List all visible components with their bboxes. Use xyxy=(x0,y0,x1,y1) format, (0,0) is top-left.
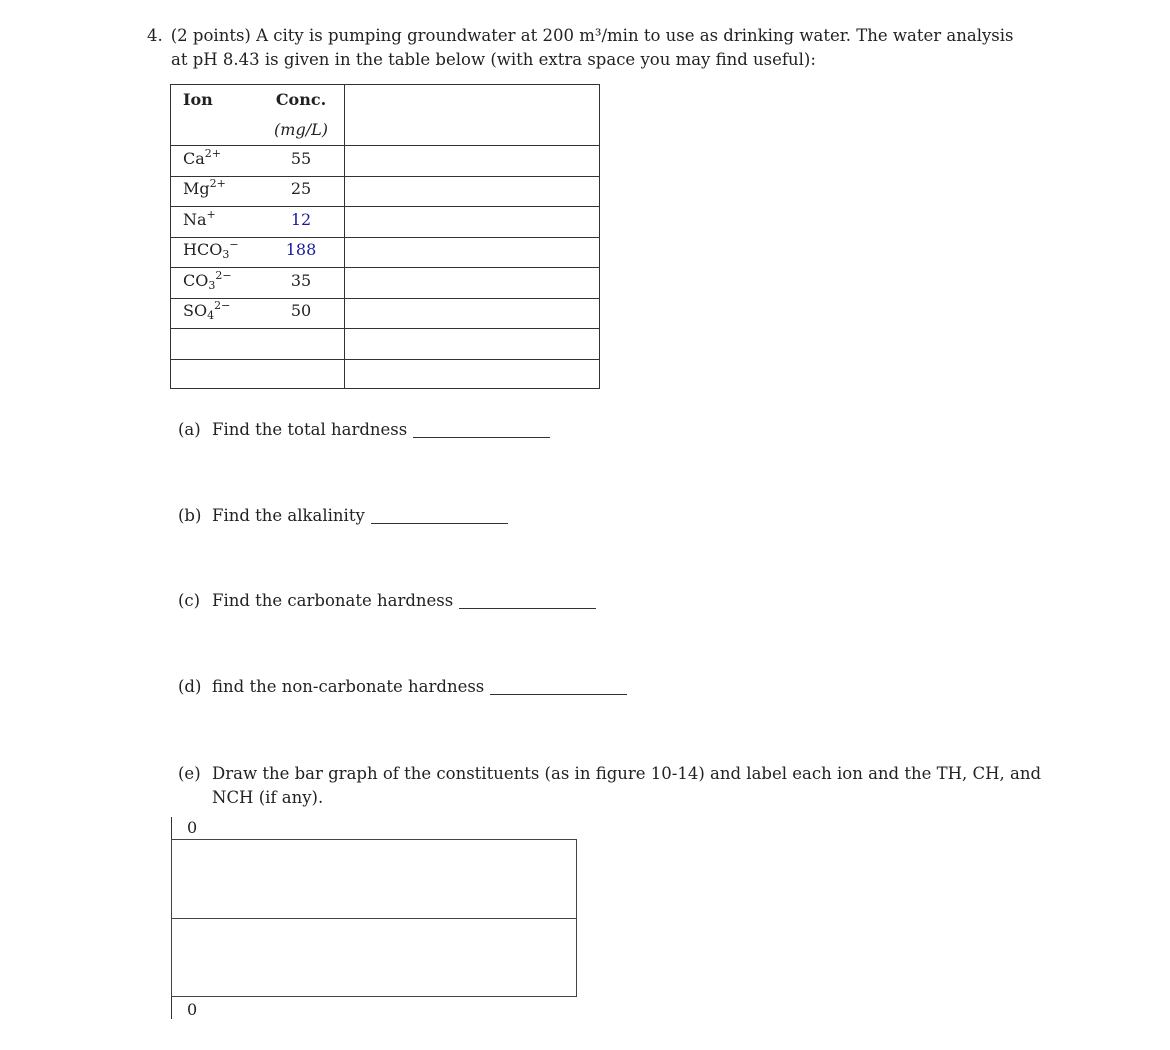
part-d-label: (d) xyxy=(178,677,202,696)
table-divider xyxy=(171,206,599,207)
ion-cell xyxy=(183,179,226,198)
graph-top-zero: 0 xyxy=(187,818,198,837)
graph-top-axis xyxy=(171,817,172,839)
bar-graph-area[interactable] xyxy=(171,839,577,997)
table-divider xyxy=(171,298,599,299)
part-c-text: Find the carbonate hardness xyxy=(212,591,454,610)
question-line-2: at pH 8.43 is given in the table below (with extra space you may find useful): xyxy=(171,50,816,69)
concentration-cell: 188 xyxy=(285,240,317,259)
part-e-label: (e) xyxy=(178,764,201,783)
graph-bottom-axis xyxy=(171,997,172,1019)
part-a-answer-blank[interactable] xyxy=(413,437,550,438)
part-e xyxy=(178,762,1048,810)
part-c xyxy=(178,591,596,610)
ion-charge: 2− xyxy=(214,299,231,312)
ion-subscript: 4 xyxy=(207,309,215,322)
ion-subscript: 3 xyxy=(222,248,230,261)
water-analysis-table xyxy=(170,84,600,389)
table-divider xyxy=(171,176,599,177)
ion-charge: 2+ xyxy=(204,147,221,160)
part-e-line-1: Draw the bar graph of the constituents (as in figure 10-14) and label each ion and the TH, CH, and xyxy=(212,764,1042,783)
header-conc: Conc. xyxy=(275,90,327,109)
ion-base: Mg xyxy=(183,179,210,198)
ion-cell xyxy=(183,149,221,168)
part-b xyxy=(178,506,508,525)
table-divider xyxy=(171,145,599,146)
concentration-cell: 35 xyxy=(290,271,312,290)
table-divider xyxy=(171,328,599,329)
question-line-1: (2 points) A city is pumping groundwater at 200 m³/min to use as drinking water. The water analysis xyxy=(170,26,1014,45)
ion-base: SO xyxy=(183,301,208,320)
part-a xyxy=(178,420,550,439)
ion-charge: 2− xyxy=(215,269,232,282)
part-b-label: (b) xyxy=(178,506,202,525)
ion-base: CO xyxy=(183,271,209,290)
ion-charge: − xyxy=(229,238,239,251)
header-unit: (mg/L) xyxy=(274,120,328,139)
graph-bottom-zero: 0 xyxy=(187,1000,198,1019)
part-d-text: find the non-carbonate hardness xyxy=(212,677,485,696)
ion-base: Na xyxy=(183,210,207,229)
concentration-cell: 12 xyxy=(290,210,312,229)
part-d-answer-blank[interactable] xyxy=(490,694,627,695)
question-intro xyxy=(147,24,1047,72)
question-number: 4. xyxy=(147,26,163,45)
concentration-cell: 50 xyxy=(290,301,312,320)
part-e-line-2: NCH (if any). xyxy=(212,788,324,807)
ion-cell xyxy=(183,301,230,320)
part-c-label: (c) xyxy=(178,591,201,610)
ion-charge: + xyxy=(206,208,216,221)
concentration-cell: 25 xyxy=(290,179,312,198)
ion-base: Ca xyxy=(183,149,205,168)
ion-cell xyxy=(183,240,239,259)
part-b-answer-blank[interactable] xyxy=(371,523,508,524)
table-divider xyxy=(171,267,599,268)
ion-cell xyxy=(183,210,216,229)
part-d xyxy=(178,677,627,696)
ion-subscript: 3 xyxy=(208,279,216,292)
part-a-text: Find the total hardness xyxy=(212,420,408,439)
table-divider xyxy=(171,359,599,360)
part-a-label: (a) xyxy=(178,420,201,439)
part-c-answer-blank[interactable] xyxy=(459,608,596,609)
ion-charge: 2+ xyxy=(209,177,226,190)
ion-cell xyxy=(183,271,232,290)
bar-graph-divider xyxy=(172,918,576,919)
concentration-cell: 55 xyxy=(290,149,312,168)
header-ion: Ion xyxy=(183,90,213,109)
part-b-text: Find the alkalinity xyxy=(212,506,365,525)
ion-base: HCO xyxy=(183,240,223,259)
